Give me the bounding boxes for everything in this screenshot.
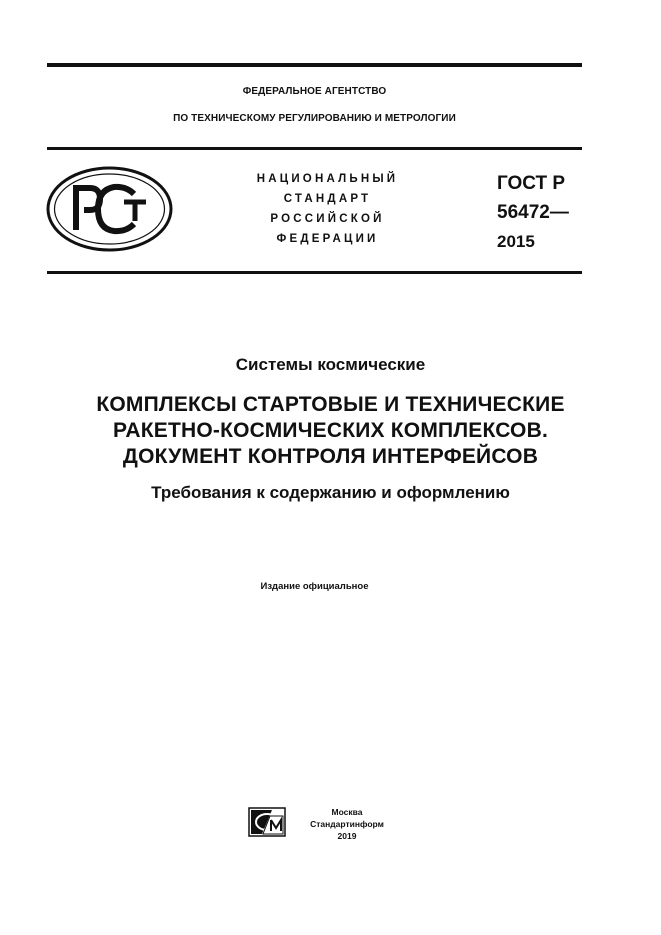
standartinform-logo-icon (248, 807, 286, 837)
header-rule-lower (47, 271, 582, 274)
agency-line-1: ФЕДЕРАЛЬНОЕ АГЕНТСТВО (242, 86, 387, 97)
publisher-info (304, 806, 390, 842)
main-title-line-2: РАКЕТНО-КОСМИЧЕСКИХ КОМПЛЕКСОВ. (113, 419, 548, 442)
document-requirements-subtitle: Требования к содержанию и оформлению (151, 483, 510, 502)
publisher-city: Москва (331, 807, 363, 817)
gost-number (497, 169, 569, 256)
agency-line-2: ПО ТЕХНИЧЕСКОМУ РЕГУЛИРОВАНИЮ И МЕТРОЛОГИИ (173, 113, 456, 124)
gost-number-line-1: ГОСТ Р (497, 173, 566, 194)
header-rule-upper (47, 147, 582, 150)
rst-circle-logo-icon (46, 166, 173, 252)
national-standard-line-2: СТАНДАРТ (283, 193, 372, 205)
publisher-year: 2019 (337, 831, 357, 841)
national-standard-line-4: ФЕДЕРАЦИИ (276, 233, 379, 245)
national-standard-label (245, 169, 410, 249)
main-title-line-3: ДОКУМЕНТ КОНТРОЛЯ ИНТЕРФЕЙСОВ (122, 445, 539, 468)
main-title-line-1: КОМПЛЕКСЫ СТАРТОВЫЕ И ТЕХНИЧЕСКИЕ (96, 393, 565, 416)
edition-label: Издание официальное (260, 581, 369, 592)
top-rule (47, 63, 582, 67)
document-main-title (40, 392, 621, 470)
document-subject: Системы космические (235, 355, 426, 374)
national-standard-line-1: НАЦИОНАЛЬНЫЙ (256, 173, 399, 185)
national-standard-line-3: РОССИЙСКОЙ (270, 213, 385, 225)
publisher-name: Стандартинформ (310, 819, 384, 829)
gost-year: 2015 (497, 232, 535, 251)
gost-number-line-2: 56472— (497, 202, 569, 223)
